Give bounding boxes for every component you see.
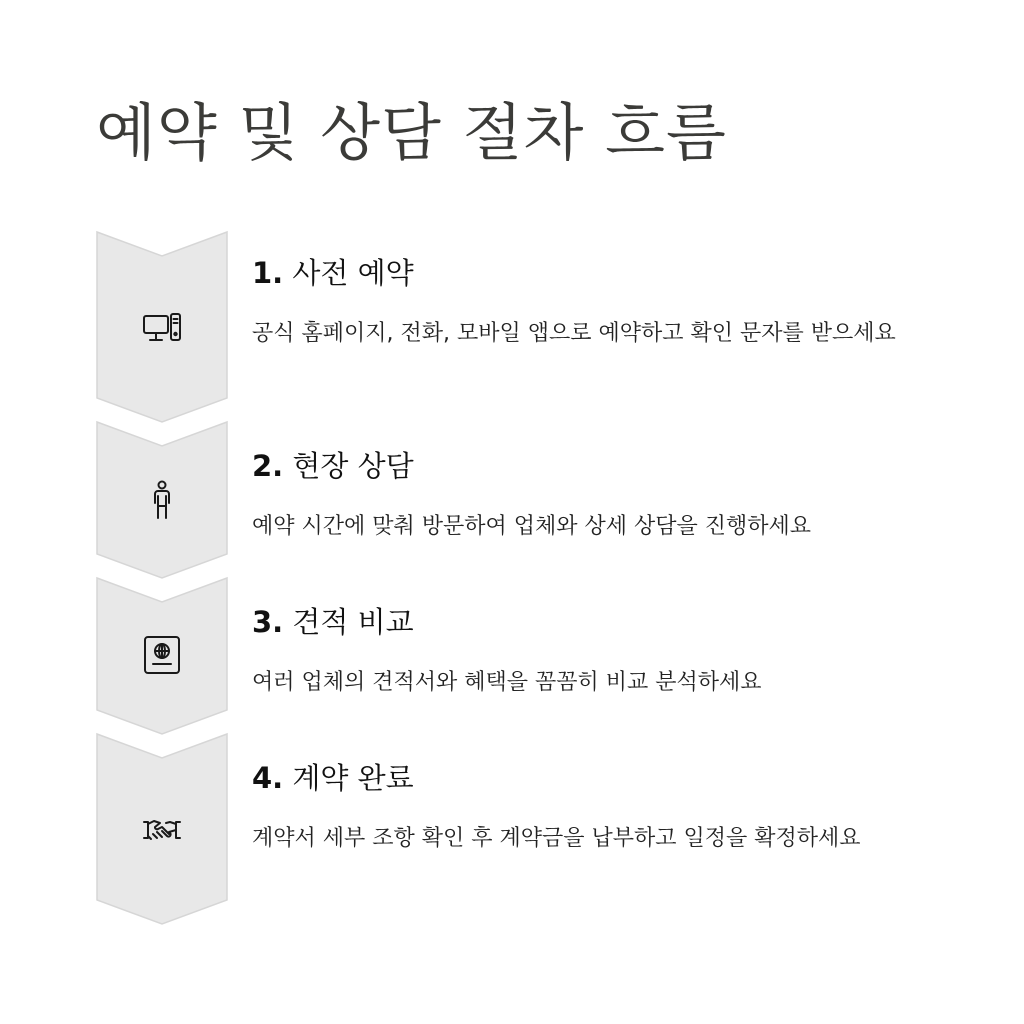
step-3-number: 3. [252,605,284,639]
step-2-title-text: 현장 상담 [292,449,414,483]
step-1-description: 공식 홈페이지, 전화, 모바일 앱으로 예약하고 확인 문자를 받으세요 [252,321,896,346]
step-4-title-text: 계약 완료 [292,761,414,795]
desktop-computer-icon [142,308,182,348]
person-icon [142,480,182,520]
passport-icon [142,635,182,675]
step-3-title-text: 견적 비교 [292,605,414,639]
step-3-description: 여러 업체의 견적서와 혜택을 꼼꼼히 비교 분석하세요 [252,670,762,695]
step-4-number: 4. [252,761,284,795]
step-2-number: 2. [252,449,284,483]
step-1-title-text: 사전 예약 [292,256,414,290]
step-2-title [252,449,414,484]
page-title: 예약 및 상담 절차 흐름 [96,96,727,169]
step-4-description: 계약서 세부 조항 확인 후 계약금을 납부하고 일정을 확정하세요 [252,826,861,851]
handshake-icon [142,810,182,850]
step-2-description: 예약 시간에 맞춰 방문하여 업체와 상세 상담을 진행하세요 [252,514,812,539]
step-4-title [252,761,414,796]
step-3-title [252,605,414,640]
step-1-number: 1. [252,256,284,290]
step-1-title [252,256,414,291]
